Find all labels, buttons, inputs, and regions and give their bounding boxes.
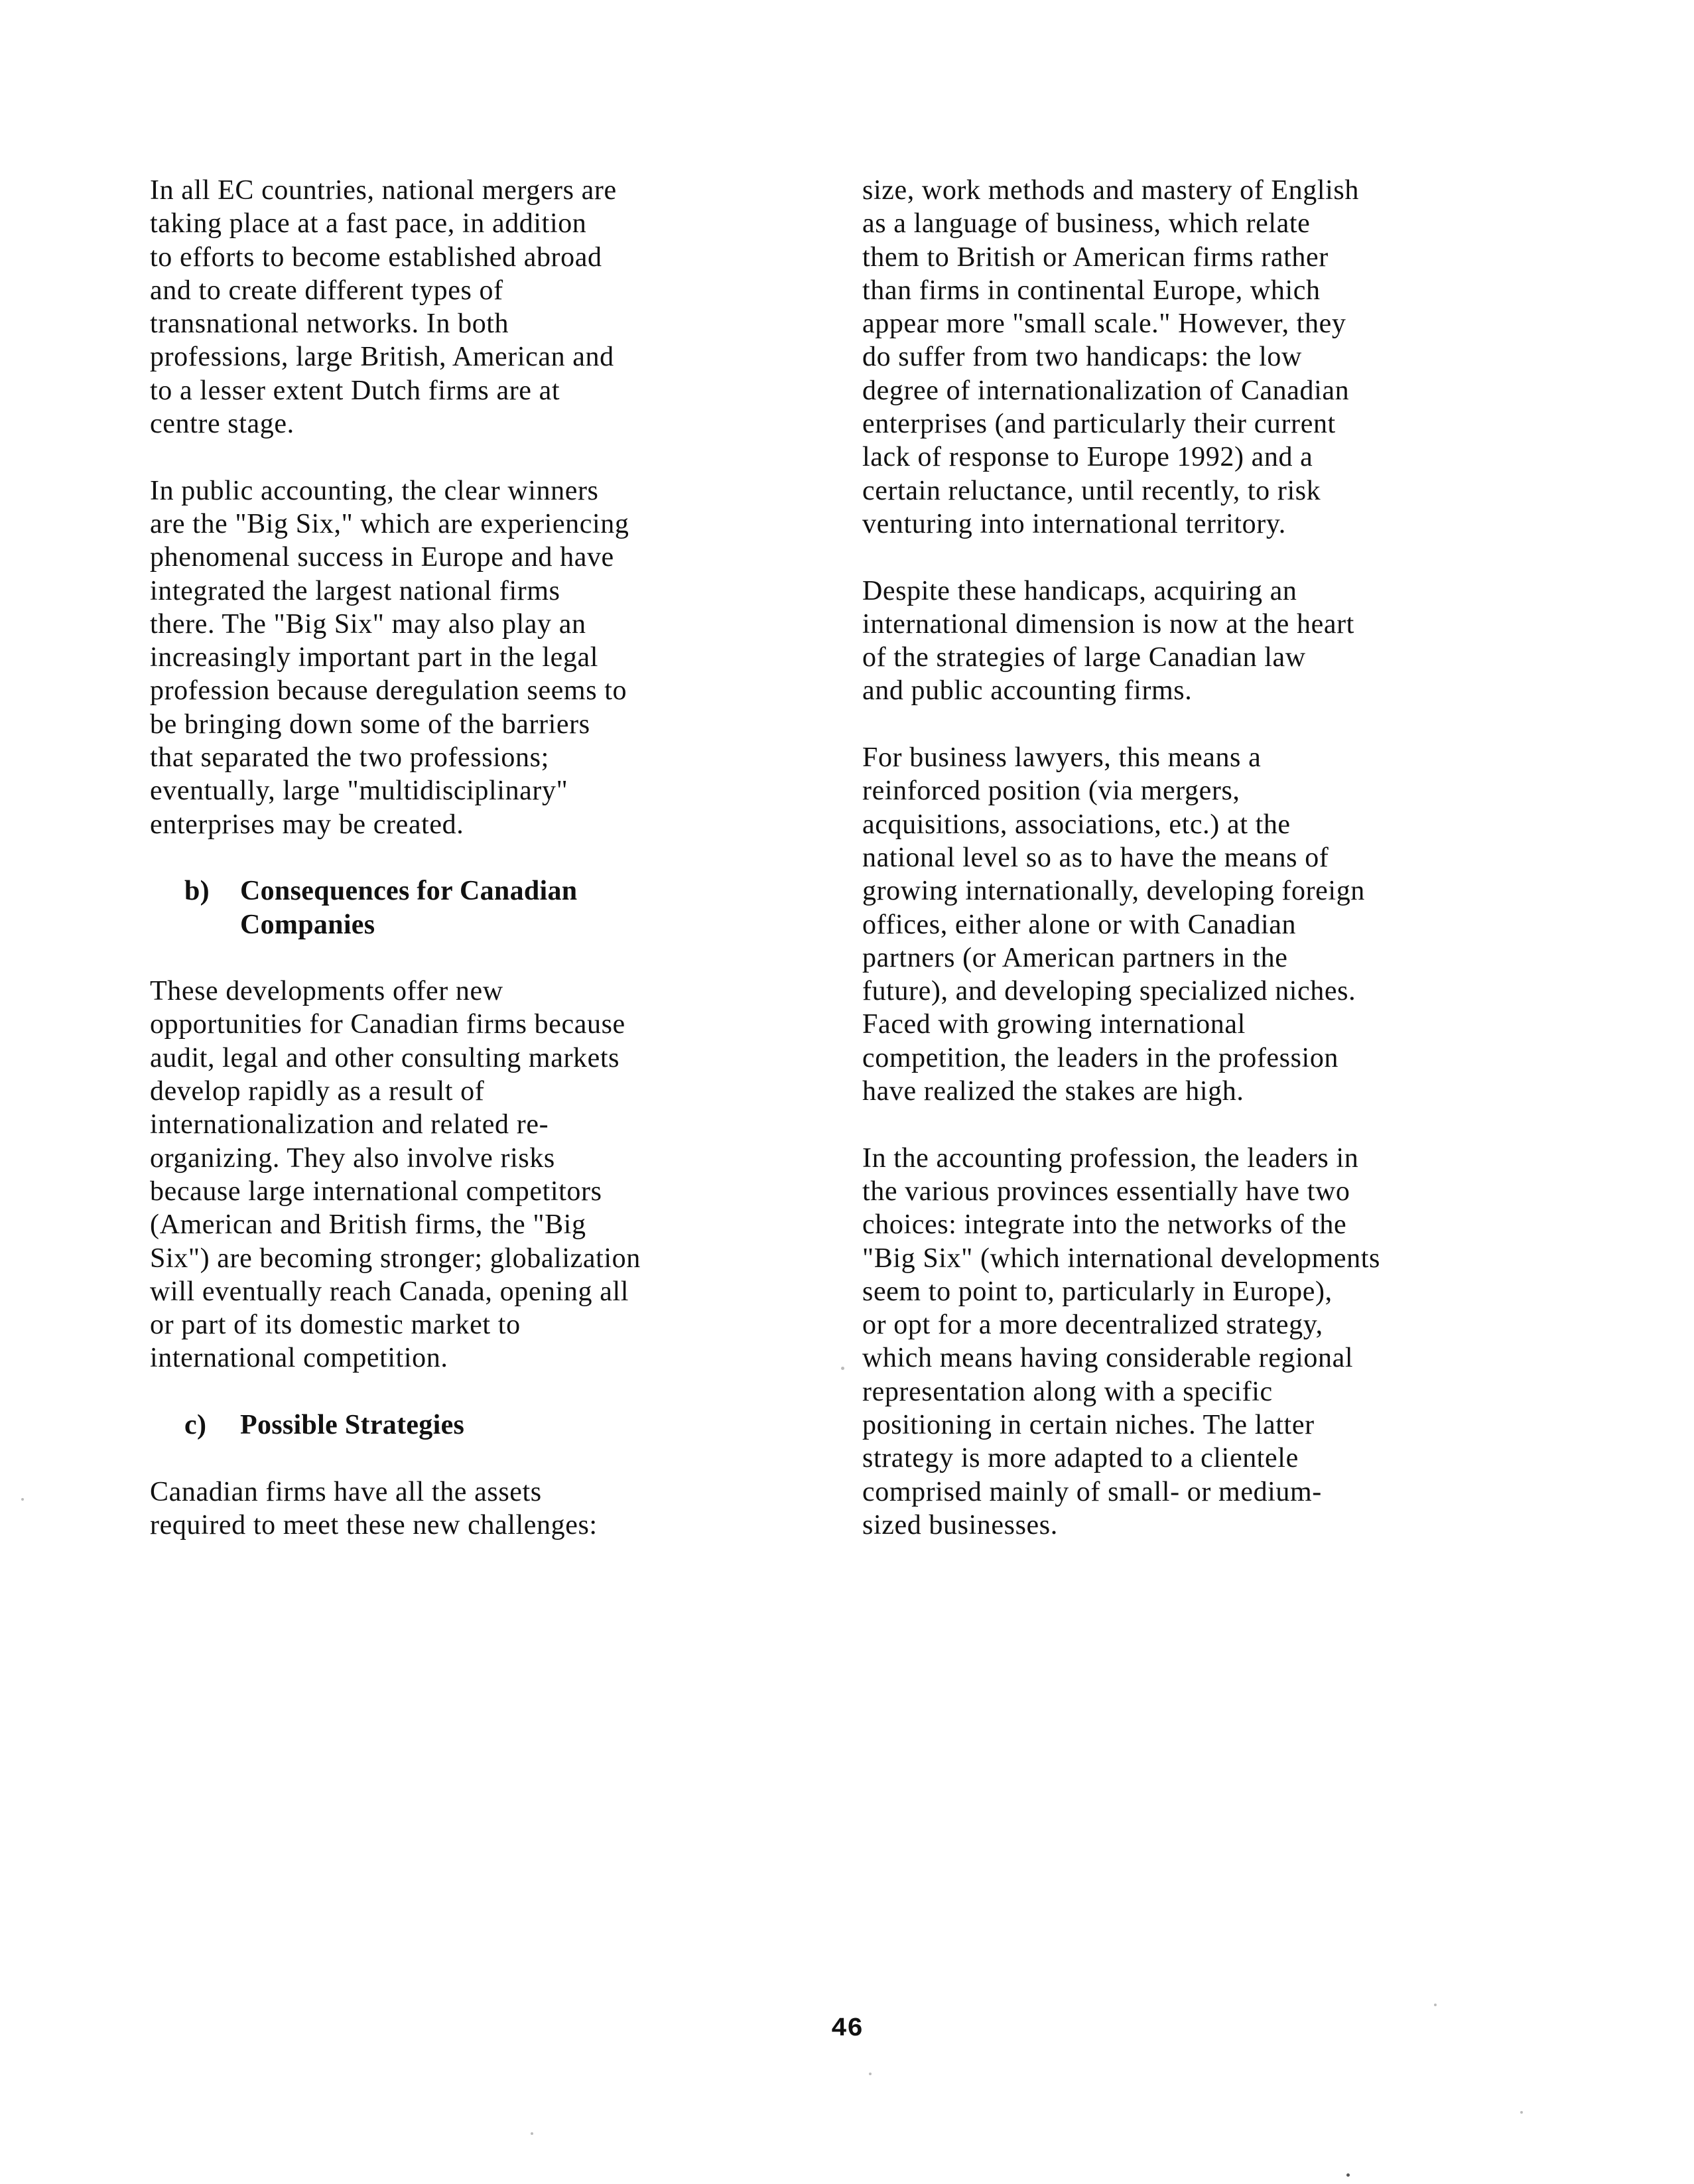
text-line: than firms in continental Europe, which <box>862 275 1321 306</box>
text-line: sized businesses. <box>862 1509 1058 1540</box>
text-line: international competition. <box>150 1343 448 1374</box>
page-number: 46 <box>830 2014 863 2044</box>
text-line: them to British or American firms rather <box>862 241 1329 273</box>
text-line: will eventually reach Canada, opening all <box>150 1276 629 1307</box>
text-line: develop rapidly as a result of <box>150 1076 485 1107</box>
text-line: growing internationally, developing foreign <box>862 876 1365 907</box>
text-line: opportunities for Canadian firms because <box>150 1009 625 1040</box>
text-line: appear more "small scale." However, they <box>862 308 1346 340</box>
heading-text: Possible Strategies <box>240 1409 465 1440</box>
scan-speck <box>841 1367 844 1370</box>
scan-speck <box>869 2073 872 2075</box>
section-heading-c <box>150 1408 813 1442</box>
text-line: be bringing down some of the barriers <box>150 709 590 740</box>
text-line: phenomenal success in Europe and have <box>150 542 614 573</box>
text-line: of the strategies of large Canadian law <box>862 642 1306 673</box>
heading-line <box>150 1408 813 1442</box>
heading-text: Consequences for Canadian <box>240 876 578 907</box>
text-line: internationalization and related re- <box>150 1109 549 1140</box>
text-line: choices: integrate into the networks of the <box>862 1209 1347 1241</box>
text-line: integrated the largest national firms <box>150 575 560 606</box>
text-line: acquisitions, associations, etc.) at the <box>862 809 1291 840</box>
text-line: lack of response to Europe 1992) and a <box>862 442 1313 473</box>
section-heading-b <box>150 874 813 941</box>
text-line: or part of its domestic market to <box>150 1310 521 1341</box>
text-line: Faced with growing international <box>862 1009 1246 1040</box>
left-column <box>150 174 813 1542</box>
text-line: In the accounting profession, the leaders in <box>862 1142 1359 1174</box>
left-paragraph-4 <box>150 1475 813 1542</box>
text-line: or opt for a more decentralized strategy, <box>862 1310 1323 1341</box>
text-line: which means having considerable regional <box>862 1343 1354 1374</box>
text-line: because large international competitors <box>150 1176 602 1207</box>
text-line: partners (or American partners in the <box>862 942 1288 973</box>
text-line: competition, the leaders in the profession <box>862 1042 1339 1073</box>
text-line: positioning in certain niches. The latter <box>862 1409 1315 1440</box>
text-line: national level so as to have the means of <box>862 842 1329 873</box>
text-line: required to meet these new challenges: <box>150 1509 598 1540</box>
text-line: certain reluctance, until recently, to risk <box>862 475 1321 506</box>
heading-line <box>150 874 813 908</box>
scan-speck <box>1346 2173 1350 2177</box>
text-line: increasingly important part in the legal <box>150 642 598 673</box>
text-line: that separated the two professions; <box>150 742 549 774</box>
text-line: audit, legal and other consulting markets <box>150 1042 620 1073</box>
text-line: representation along with a specific <box>862 1376 1273 1407</box>
text-line: In all EC countries, national mergers are <box>150 175 617 206</box>
text-line: reinforced position (via mergers, <box>862 776 1240 807</box>
left-paragraph-2 <box>150 474 813 841</box>
text-line: These developments offer new <box>150 976 503 1007</box>
text-line: and public accounting firms. <box>862 675 1193 707</box>
text-line: eventually, large "multidisciplinary" <box>150 776 568 807</box>
text-line: do suffer from two handicaps: the low <box>862 342 1302 373</box>
text-line: Canadian firms have all the assets <box>150 1476 542 1507</box>
scan-speck <box>21 1498 24 1501</box>
text-line: to efforts to become established abroad <box>150 241 602 273</box>
text-line: size, work methods and mastery of English <box>862 175 1359 206</box>
text-line: as a language of business, which relate <box>862 208 1311 239</box>
text-line: strategy is more adapted to a clientele <box>862 1443 1299 1474</box>
text-line: Six") are becoming stronger; globalization <box>150 1243 641 1274</box>
text-line: transnational networks. In both <box>150 308 509 340</box>
text-line: degree of internationalization of Canadian <box>862 375 1350 406</box>
text-line: have realized the stakes are high. <box>862 1076 1244 1107</box>
text-line: Despite these handicaps, acquiring an <box>862 575 1297 606</box>
scan-speck <box>1434 2004 1437 2006</box>
right-paragraph-3 <box>862 741 1539 1108</box>
text-line: enterprises (and particularly their current <box>862 409 1336 440</box>
text-line: comprised mainly of small- or medium- <box>862 1476 1322 1507</box>
text-line: offices, either alone or with Canadian <box>862 909 1297 940</box>
text-line: there. The "Big Six" may also play an <box>150 608 586 640</box>
text-line: In public accounting, the clear winners <box>150 475 599 506</box>
text-line: seem to point to, particularly in Europe), <box>862 1276 1333 1307</box>
text-line: international dimension is now at the heart <box>862 608 1354 640</box>
scan-speck <box>1520 2111 1523 2114</box>
text-line: For business lawyers, this means a <box>862 742 1262 774</box>
text-line: taking place at a fast pace, in addition <box>150 208 587 239</box>
text-line: to a lesser extent Dutch firms are at <box>150 375 560 406</box>
heading-text-continued: Companies <box>240 909 375 940</box>
text-line: professions, large British, American and <box>150 342 614 373</box>
text-line: enterprises may be created. <box>150 809 464 840</box>
text-line: venturing into international territory. <box>862 508 1286 539</box>
text-line: organizing. They also involve risks <box>150 1142 555 1174</box>
text-line: future), and developing specialized niches. <box>862 976 1356 1007</box>
text-line: (American and British firms, the "Big <box>150 1209 586 1241</box>
text-line: centre stage. <box>150 409 294 440</box>
heading-label: b) <box>184 876 210 907</box>
scan-speck <box>531 2132 533 2135</box>
text-line: "Big Six" (which international developments <box>862 1243 1380 1274</box>
left-paragraph-3 <box>150 975 813 1375</box>
right-paragraph-1 <box>862 174 1539 541</box>
text-line: profession because deregulation seems to <box>150 675 627 707</box>
left-paragraph-1 <box>150 174 813 441</box>
right-paragraph-4 <box>862 1142 1539 1542</box>
right-column <box>862 174 1539 1542</box>
right-paragraph-2 <box>862 575 1539 708</box>
text-line: and to create different types of <box>150 275 503 306</box>
text-line: are the "Big Six," which are experiencing <box>150 508 629 539</box>
text-line: the various provinces essentially have two <box>862 1176 1350 1207</box>
heading-label: c) <box>184 1409 207 1440</box>
